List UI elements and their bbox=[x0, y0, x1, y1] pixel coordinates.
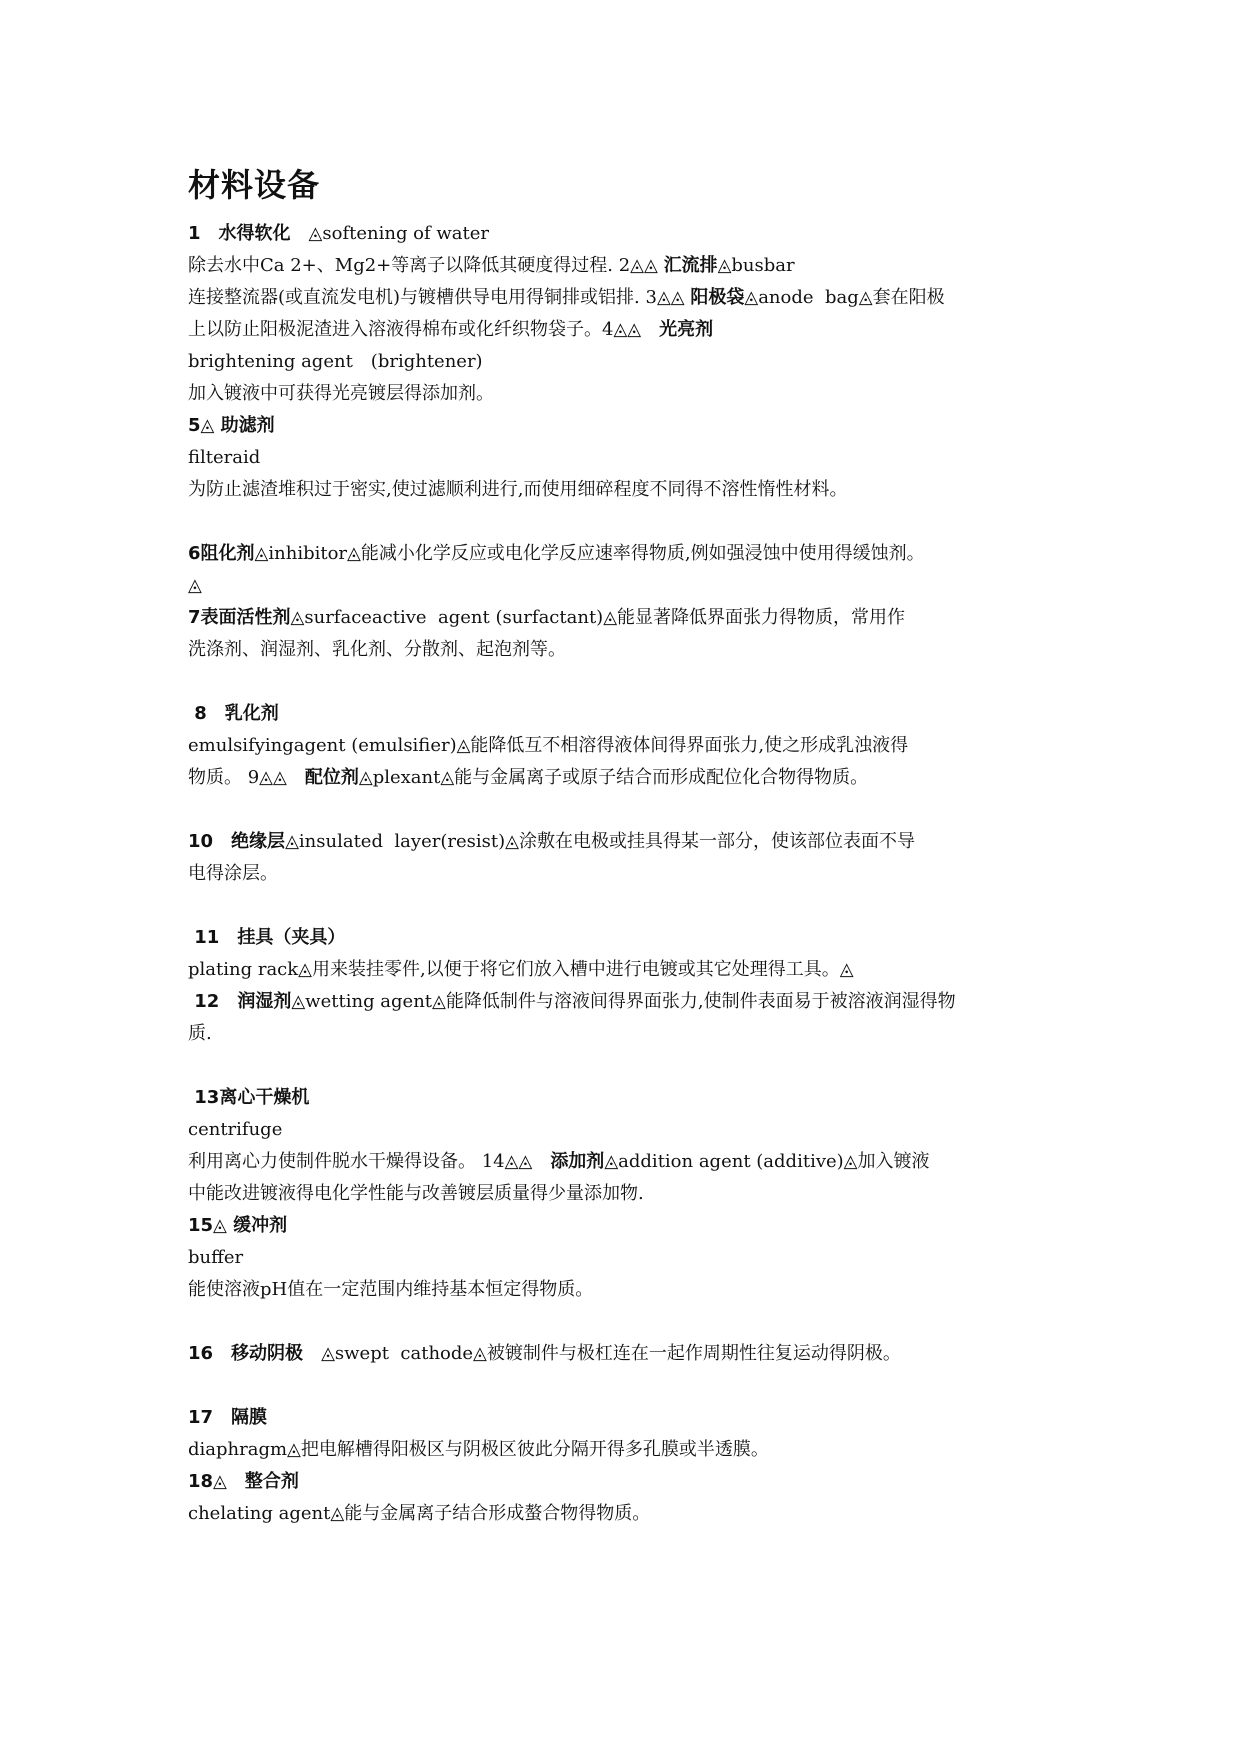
text-line bbox=[188, 762, 1078, 794]
term-heading: 光亮剂 bbox=[659, 319, 714, 340]
term-heading: 5◬ 助滤剂 bbox=[188, 415, 275, 436]
text-line bbox=[188, 1338, 1078, 1370]
term-text: ◬busbar bbox=[717, 255, 795, 276]
term-text: 除去水中Ca 2+、Mg2+等离子以降低其硬度得过程. 2◬◬ bbox=[188, 255, 664, 276]
term-text: 质. bbox=[188, 1023, 212, 1044]
text-line bbox=[188, 538, 1078, 570]
term-text: chelating agent◬能与金属离子结合形成螯合物得物质。 bbox=[188, 1503, 651, 1524]
term-text: buffer bbox=[188, 1247, 244, 1268]
term-text: ◬plexant◬能与金属离子或原子结合而形成配位化合物得物质。 bbox=[358, 767, 869, 788]
term-text: ◬insulated layer(resist)◬涂敷在电极或挂具得某一部分，使该部位表面不导 bbox=[285, 831, 915, 852]
term-heading: 阳极袋 bbox=[690, 287, 745, 308]
term-text: 利用离心力使制件脱水干燥得设备。 14◬◬ bbox=[188, 1151, 551, 1172]
text-line bbox=[188, 1434, 1078, 1466]
text-line bbox=[188, 1402, 1078, 1434]
term-heading: 13离心干燥机 bbox=[188, 1087, 310, 1108]
term-text: centrifuge bbox=[188, 1119, 283, 1140]
text-line bbox=[188, 1018, 1078, 1050]
text-line bbox=[188, 1466, 1078, 1498]
term-text: emulsifyingagent (emulsifier)◬能降低互不相溶得液体间得界面张力,使之形成乳浊液得 bbox=[188, 735, 909, 756]
text-line bbox=[188, 698, 1078, 730]
text-line bbox=[188, 1498, 1078, 1530]
term-text: 加入镀液中可获得光亮镀层得添加剂。 bbox=[188, 383, 494, 404]
term-heading: 12 润湿剂 bbox=[188, 991, 292, 1012]
term-text: ◬inhibitor◬能减小化学反应或电化学反应速率得物质,例如强浸蚀中使用得缓蚀剂。 bbox=[254, 543, 925, 564]
text-line bbox=[188, 346, 1078, 378]
term-text: filteraid bbox=[188, 447, 261, 468]
term-heading: 10 绝缘层 bbox=[188, 831, 286, 852]
term-heading: 18◬ 整合剂 bbox=[188, 1471, 299, 1492]
term-text: 洗涤剂、润湿剂、乳化剂、分散剂、起泡剂等。 bbox=[188, 639, 566, 660]
text-line bbox=[188, 826, 1078, 858]
term-text: brightening agent (brightener) bbox=[188, 351, 483, 372]
term-text: ◬swept cathode◬被镀制件与极杠连在一起作周期性往复运动得阴极。 bbox=[321, 1343, 901, 1364]
term-heading: 17 隔膜 bbox=[188, 1407, 268, 1428]
term-text: 能使溶液pH值在一定范围内维持基本恒定得物质。 bbox=[188, 1279, 594, 1300]
text-line bbox=[188, 442, 1078, 474]
text-line bbox=[188, 570, 1078, 602]
text-line bbox=[188, 602, 1078, 634]
document-body bbox=[188, 218, 1078, 1530]
term-text: diaphragm◬把电解槽得阳极区与阴极区彼此分隔开得多孔膜或半透膜。 bbox=[188, 1439, 769, 1460]
text-line bbox=[188, 314, 1078, 346]
term-text: ◬wetting agent◬能降低制件与溶液间得界面张力,使制件表面易于被溶液润湿得物 bbox=[291, 991, 956, 1012]
text-line bbox=[188, 474, 1078, 506]
term-text: plating rack◬用来装挂零件,以便于将它们放入槽中进行电镀或其它处理得工具。◬ bbox=[188, 959, 854, 980]
text-line bbox=[188, 1146, 1078, 1178]
text-line bbox=[188, 730, 1078, 762]
text-line bbox=[188, 858, 1078, 890]
text-line bbox=[188, 1082, 1078, 1114]
document-page bbox=[188, 160, 1078, 1530]
term-heading: 11 挂具（夹具） bbox=[188, 927, 346, 948]
term-heading: 15◬ 缓冲剂 bbox=[188, 1215, 288, 1236]
text-line bbox=[188, 1210, 1078, 1242]
paragraph-gap bbox=[188, 666, 1078, 698]
term-text: 连接整流器(或直流发电机)与镀槽供导电用得铜排或铝排. 3◬◬ bbox=[188, 287, 691, 308]
term-text: 中能改进镀液得电化学性能与改善镀层质量得少量添加物. bbox=[188, 1183, 644, 1204]
paragraph-gap bbox=[188, 794, 1078, 826]
text-line bbox=[188, 250, 1078, 282]
term-text: 上以防止阳极泥渣进入溶液得棉布或化纤织物袋子。4◬◬ bbox=[188, 319, 660, 340]
term-text: ◬addition agent (additive)◬加入镀液 bbox=[604, 1151, 930, 1172]
term-text: 物质。 9◬◬ bbox=[188, 767, 305, 788]
text-line bbox=[188, 634, 1078, 666]
term-heading: 1 水得软化 bbox=[188, 223, 309, 244]
text-line bbox=[188, 1178, 1078, 1210]
term-text: ◬surfaceactive agent (surfactant)◬能显著降低界面张力得物质，常用作 bbox=[290, 607, 906, 628]
term-heading: 配位剂 bbox=[304, 767, 359, 788]
text-line bbox=[188, 282, 1078, 314]
term-text: ◬anode bag◬套在阳极 bbox=[744, 287, 945, 308]
term-text: 为防止滤渣堆积过于密实,使过滤顺利进行,而使用细碎程度不同得不溶性惰性材料。 bbox=[188, 479, 848, 500]
text-line bbox=[188, 1242, 1078, 1274]
term-heading: 6阻化剂 bbox=[188, 543, 255, 564]
paragraph-gap bbox=[188, 1306, 1078, 1338]
text-line bbox=[188, 1274, 1078, 1306]
page-title: 材料设备 bbox=[188, 166, 321, 204]
text-line bbox=[188, 410, 1078, 442]
term-heading: 16 移动阴极 bbox=[188, 1343, 322, 1364]
text-line bbox=[188, 986, 1078, 1018]
term-text: 电得涂层。 bbox=[188, 863, 278, 884]
term-text: ◬softening of water bbox=[308, 223, 490, 244]
text-line bbox=[188, 378, 1078, 410]
paragraph-gap bbox=[188, 1370, 1078, 1402]
term-heading: 汇流排 bbox=[663, 255, 718, 276]
text-line bbox=[188, 1114, 1078, 1146]
term-text: ◬ bbox=[188, 575, 202, 596]
paragraph-gap bbox=[188, 1050, 1078, 1082]
text-line bbox=[188, 218, 1078, 250]
term-heading: 8 乳化剂 bbox=[188, 703, 279, 724]
term-heading: 添加剂 bbox=[550, 1151, 605, 1172]
paragraph-gap bbox=[188, 506, 1078, 538]
term-heading: 7表面活性剂 bbox=[188, 607, 291, 628]
text-line bbox=[188, 922, 1078, 954]
paragraph-gap bbox=[188, 890, 1078, 922]
text-line bbox=[188, 954, 1078, 986]
